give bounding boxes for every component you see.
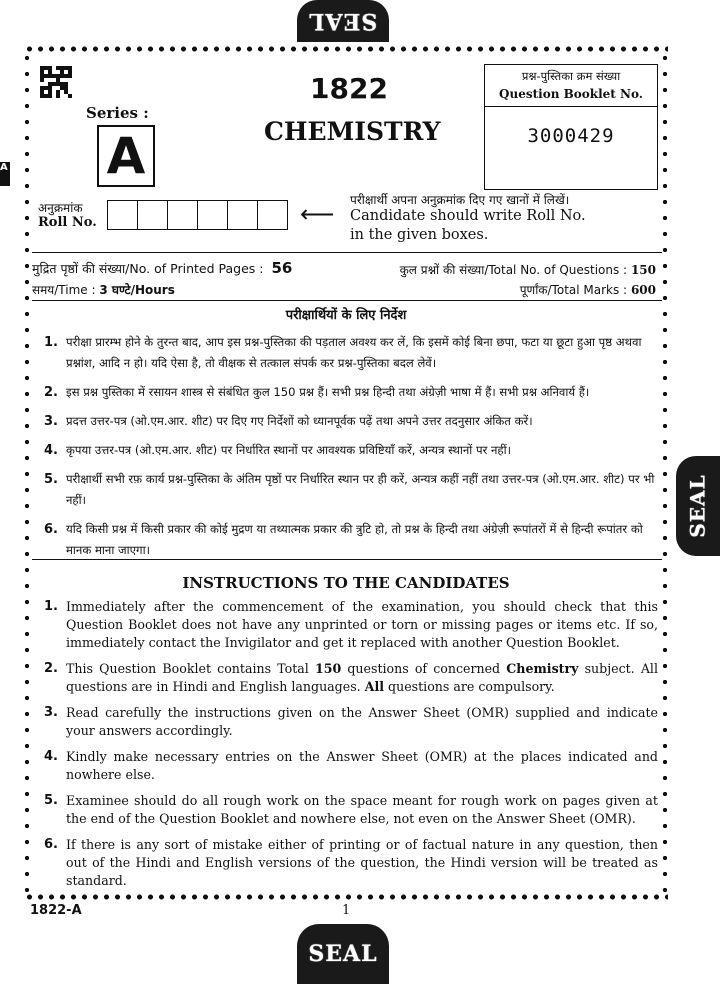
list-item: 6. यदि किसी प्रश्न में किसी प्रकार की कोई मुद्रण या तथ्यात्मक प्रकार की त्रुटि हो, तो प्रश्न के हिन्दी तथा अंग्रेज़ी रूपांतरों में से हिन्दी रूपांतर को मानक माना जाएगा। — [44, 522, 643, 557]
paper-code: 1822 — [310, 72, 388, 105]
pages-label: मुद्रित पृष्ठों की संख्या/No. of Printed Pages : — [32, 261, 264, 276]
right-dot-border — [662, 50, 668, 898]
list-item: 4. कृपया उत्तर-पत्र (ओ.एम.आर. शीट) पर निर्धारित स्थानों पर आवश्यक प्रविष्टियाँ करें, अन्यत्र स्थानों पर नहीं। — [44, 443, 511, 458]
roll-note-en-1: Candidate should write Roll No. — [350, 208, 586, 224]
pages-value: 56 — [271, 259, 293, 277]
roll-digit-box[interactable] — [168, 201, 198, 229]
qr-code — [40, 66, 72, 98]
side-mark: A — [0, 162, 10, 186]
english-instructions-list — [32, 598, 658, 890]
hindi-instructions-title: परीक्षार्थियों के लिए निर्देश — [285, 308, 407, 323]
booklet-label-hi: प्रश्न-पुस्तिका क्रम संख्या — [521, 69, 621, 83]
roll-digit-box[interactable] — [108, 201, 138, 229]
series-label: Series : — [86, 104, 149, 122]
marks-value: 600 — [630, 283, 656, 297]
roll-digit-box[interactable] — [258, 201, 287, 229]
list-item: 5. Examinee should do all rough work on the space meant for rough work on pages given at the end of the Question Booklet and nowhere else, not even on the Answer Sheet (OMR). — [44, 793, 658, 826]
top-seal: SEAL — [297, 0, 389, 42]
list-item: 1. Immediately after the commencement of the examination, you should check that this Question Booklet does not have any unprinted or torn or missing pages or items etc. If so, immediately contact the Invigilator and get it replaced with another Question Booklet. — [44, 599, 658, 650]
divider-1 — [32, 252, 662, 253]
divider-2 — [32, 300, 662, 301]
roll-digit-box[interactable] — [228, 201, 258, 229]
subject-title: CHEMISTRY — [264, 117, 441, 146]
time-label: समय/Time : — [32, 283, 96, 297]
list-item: 6. If there is any sort of mistake either of printing or of factual nature in any question, then out of the Hindi and English versions of the question, the Hindi version will be treated as standard. — [44, 837, 658, 888]
roll-number-boxes[interactable] — [107, 200, 288, 230]
hindi-instructions-list — [32, 332, 658, 561]
english-instructions-title: INSTRUCTIONS TO THE CANDIDATES — [182, 574, 510, 592]
roll-digit-box[interactable] — [198, 201, 228, 229]
bottom-seal: SEAL — [297, 924, 389, 984]
left-dot-border — [24, 50, 30, 898]
page-number: 1 — [342, 903, 351, 918]
roll-label-en: Roll No. — [38, 215, 97, 230]
questions-info — [400, 261, 656, 278]
list-item: 2. इस प्रश्न पुस्तिका में रसायन शास्त्र से संबंधित कुल 150 प्रश्न हैं। सभी प्रश्न हिन्दी तथा अंग्रेज़ी भाषा में हैं। सभी प्रश्न अनिवार्य हैं। — [44, 385, 590, 400]
series-box: A — [97, 125, 155, 187]
divider-3 — [32, 559, 662, 560]
list-item: 5. परीक्षार्थी सभी रफ़ कार्य प्रश्न-पुस्तिका के अंतिम पृष्ठों पर निर्धारित स्थान पर ही करें, अन्यत्र कहीं नहीं तथा उत्तर-पत्र (ओ.एम.आर. शीट) पर भी नहीं। — [44, 472, 655, 507]
booklet-number: 3000429 — [527, 125, 615, 147]
pages-info — [32, 259, 292, 277]
right-seal: SEAL — [676, 456, 720, 556]
list-item: 4. Kindly make necessary entries on the Answer Sheet (OMR) at the places indicated and nowhere else. — [44, 749, 658, 782]
marks-info — [520, 281, 656, 298]
footer-code: 1822-A — [30, 903, 82, 918]
roll-note-hi: परीक्षार्थी अपना अनुक्रमांक दिए गए खानों में लिखें। — [350, 193, 570, 207]
roll-note-en-2: in the given boxes. — [350, 227, 489, 243]
roll-digit-box[interactable] — [138, 201, 168, 229]
list-item: 2. This Question Booklet contains Total 150 questions of concerned Chemistry subject. All questions are in Hindi and English languages. All questions are compulsory. — [44, 661, 658, 694]
roll-label-hi: अनुक्रमांक — [38, 201, 83, 215]
booklet-number-box — [484, 64, 658, 190]
top-dot-border — [24, 46, 668, 52]
bottom-dot-border — [24, 894, 668, 900]
time-value: 3 घण्टे/Hours — [99, 283, 175, 297]
questions-value: 150 — [630, 263, 656, 277]
booklet-label-en: Question Booklet No. — [499, 87, 643, 101]
questions-label: कुल प्रश्नों की संख्या/Total No. of Questions : — [399, 263, 628, 277]
list-item: 3. प्रदत्त उत्तर-पत्र (ओ.एम.आर. शीट) पर दिए गए निर्देशों को ध्यानपूर्वक पढ़ें तथा अपने उत्तर तदनुसार अंकित करें। — [44, 414, 533, 429]
booklet-label-box — [485, 65, 657, 107]
arrow-icon: ⟵ — [300, 200, 335, 228]
time-info — [32, 281, 175, 298]
list-item: 3. Read carefully the instructions given on the Answer Sheet (OMR) supplied and indicate your answers accordingly. — [44, 705, 658, 738]
list-item: 1. परीक्षा प्रारम्भ होने के तुरन्त बाद, आप इस प्रश्न-पुस्तिका की पड़ताल अवश्य कर लें, कि इसमें कोई बिना छपा, फटा या छूटा हुआ पृष्ठ अथवा प्रश्नांश, आदि न हो। यदि ऐसा है, तो वीक्षक से तत्काल संपर्क कर प्रश्न-पुस्तिका बदल लेवें। — [44, 335, 642, 370]
marks-label: पूर्णांक/Total Marks : — [519, 283, 628, 297]
